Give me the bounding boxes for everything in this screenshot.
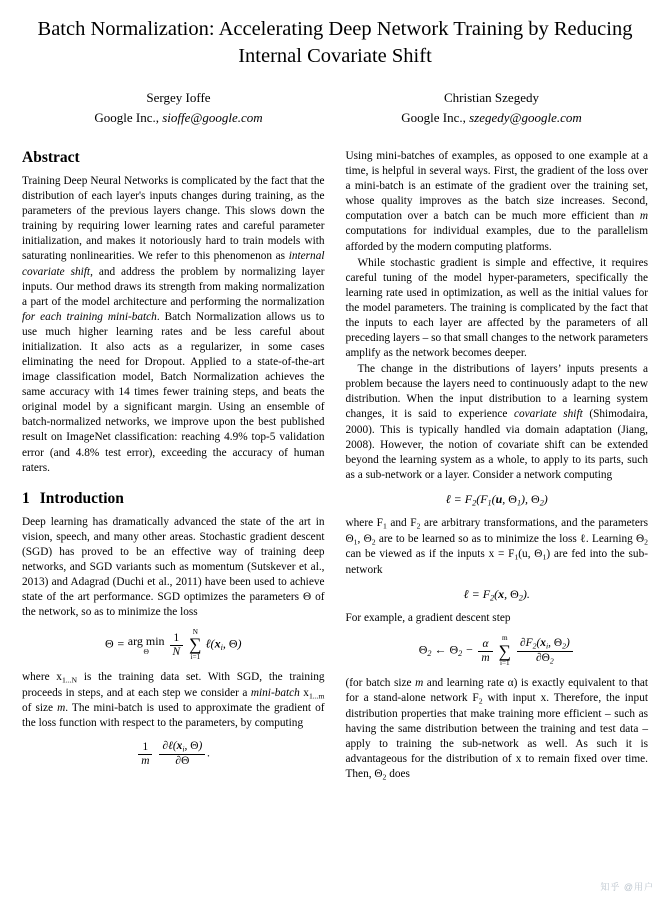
right-paragraph-3: The change in the distributions of layers’ inputs presents a problem because the layers need to continuously adapt to the new distribution. When the input distribution to a learning system changes, it is said to experience covariate shift (Shimodaira, 2000). This is typically handled via domain adaptation (Jiang, 2008). However, the notion of covariate shift can be extended beyond the learning system as a whole, to apply to its parts, such as a sub-network or a layer. Consider a network computing xyxy=(345,363,648,481)
abstract-heading: Abstract xyxy=(22,149,80,167)
section-1-title: Introduction xyxy=(39,489,124,507)
section-1-paragraph-1: Deep learning has dramatically advanced the state of the art in vision, speech, and many other areas. Stochastic gradient descent (SGD) has proved to be an effective way of training deep networks, and SGD variants such as momentum (Sutskever et al., 2013) and Adagrad (Duchi et al., 2011) have been used to achieve state of the art performance. SGD optimizes the parameters Θ of the network, so as to minimize the loss xyxy=(22,515,325,619)
right-paragraph-5: For example, a gradient descent step xyxy=(345,612,511,625)
abstract-paragraph: Training Deep Neural Networks is complicated by the fact that the distribution of each layer's inputs changes during training, as the parameters of the previous layers change. This slows down the training by requiring lower learning rates and careful parameter initialization, and makes it notoriously hard to train models with saturating nonlinearities. We refer to this phenomenon as internal covariate shift, and address the problem by normalizing layer inputs. Our method draws its strength from making normalization a part of the model architecture and performing the normalization for each training mini-batch. Batch Normalization allows us to use much higher learning rates and be less careful about initialization. It also acts as a regularizer, in some cases eliminating the need for Dropout. Applied to a state-of-the-art image classification model, Batch Normalization achieves the same accuracy with 14 times fewer training steps, and beats the original model by a significant margin. Using an ensemble of batch-normalized networks, we improve upon the best published result on ImageNet classification: reaching 4.9% top-5 validation error (and 4.8% test error), exceeding the accuracy of human raters. xyxy=(22,175,325,474)
page-title: Batch Normalization: Accelerating Deep Network Training by Reducing Internal Covariate Shift xyxy=(37,18,633,68)
author-name: Christian Szegedy xyxy=(444,90,539,106)
section-1-number: 1 xyxy=(22,489,30,507)
two-column-body xyxy=(22,149,648,783)
author-email: szegedy@google.com xyxy=(469,109,582,125)
watermark: 知乎 @用户 xyxy=(600,882,654,892)
right-paragraph-4: where $F_1$ and $F_2$ are arbitrary transformations, and the parameters $\Theta_1$, $\Theta_2$ are to be learned so as to minimize the loss ℓ. Learning $\Theta_2$ can be viewed as if the inputs $x = F_1(u$, $\Theta_1$) are fed into the sub-network xyxy=(345,517,648,576)
author-block-2 xyxy=(335,88,648,127)
right-paragraph-6: (for batch size m and learning rate α) is exactly equivalent to that for a stand-alone network $F_2$ with input x. Therefore, the input distribution properties that make training more efficient – such as having the same distribution between the training and test data – apply to training the sub-network as well. As such it is advantageous for the distribution of x to remain fixed over time. Then, $\Theta_2$ does xyxy=(345,677,648,782)
equation-right-3: $\Theta_2$ ← $\Theta_2$ − $\frac{\alpha}{m}$ m ∑ i=1 $\frac{\partial F_2(x_i, \Theta_2)}{\partial\Theta_2}$ xyxy=(346,635,649,667)
equation-left-1: Θ = arg min Θ $\frac{1}{N}$ N ∑ i=1 $\ell(x_i$, Θ) xyxy=(104,628,242,661)
author-affiliation: Google Inc., xyxy=(94,109,159,125)
equation-right-2: ℓ = $F_2(x$, $\Theta_2$). xyxy=(463,586,530,603)
equation-left-2: $\frac{1}{m}$ $\frac{\partial\ell(x_i, \Theta)}{\partial\Theta}$ . xyxy=(22,740,325,768)
author-name: Sergey Ioffe xyxy=(146,90,211,106)
equation-right-1: ℓ = $F_2(F_1(u$, $\Theta_1$), $\Theta_2$) xyxy=(445,491,548,508)
right-column xyxy=(346,149,649,783)
author-email: sioffe@google.com xyxy=(162,109,263,125)
author-list xyxy=(22,88,648,127)
author-affiliation: Google Inc., xyxy=(401,109,466,125)
left-column xyxy=(22,149,325,783)
section-1-heading xyxy=(22,490,325,508)
right-paragraph-1: Using mini-batches of examples, as opposed to one example at a time, is helpful in several ways. First, the gradient of the loss over a mini-batch is an estimate of the gradient over the training set, whose quality improves as the batch size increases. Second, computation over a batch can be much more efficient than m computations for individual examples, due to the parallelism afforded by the modern computing platforms. xyxy=(345,150,648,253)
section-1-paragraph-2: where $x_{1...N}$ is the training data set. With SGD, the training proceeds in steps, and at each step we consider a mini-batch $x_{1...m}$ of size m. The mini-batch is used to approximate the gradient of the loss function with respect to the parameters, by computing xyxy=(22,671,325,730)
right-paragraph-2: While stochastic gradient is simple and effective, it requires careful tuning of the model hyper-parameters, specifically the learning rate used in optimization, as well as the initial values for the model parameters. The training is complicated by the fact that the inputs to each layer are affected by the parameters of all preceding layers – so that small changes to the network parameters amplify as the network becomes deeper. xyxy=(345,256,648,360)
author-block-1 xyxy=(22,88,335,127)
